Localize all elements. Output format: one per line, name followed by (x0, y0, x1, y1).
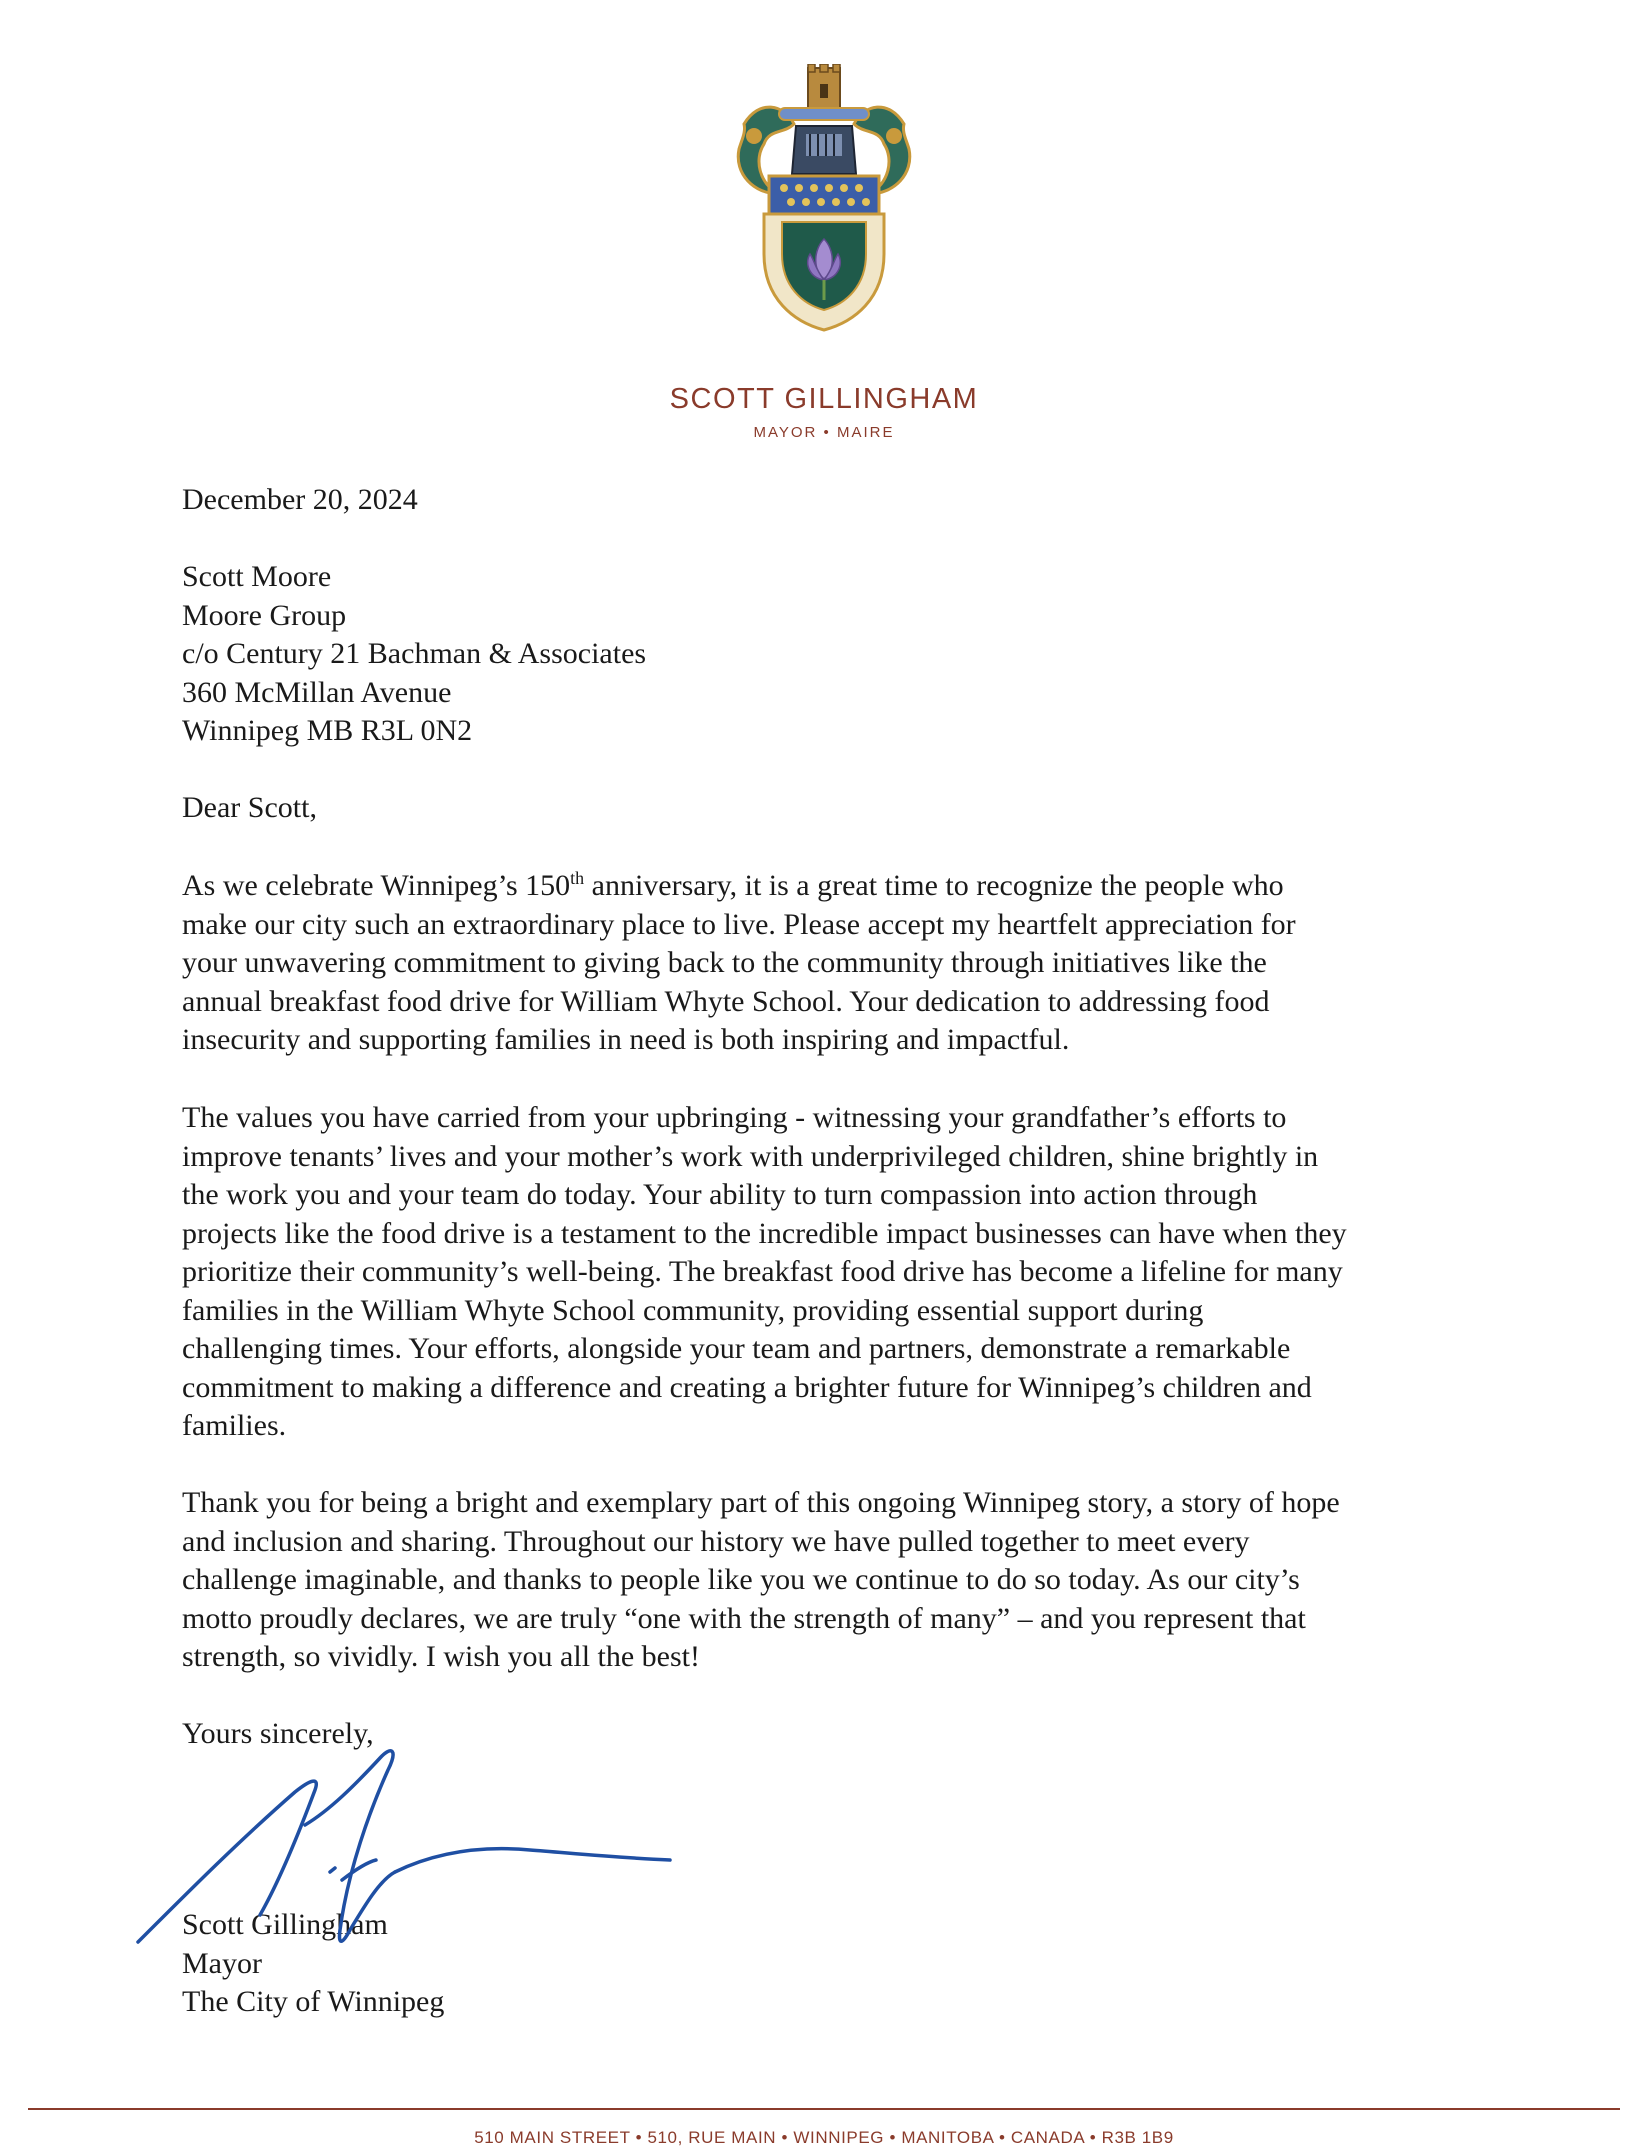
paragraph-2-line: commitment to making a difference and creating a brighter future for Winnipeg’s children and (182, 1370, 1312, 1404)
paragraph-2-line: families. (182, 1409, 287, 1442)
recipient-care-of: c/o Century 21 Bachman & Associates (182, 637, 647, 670)
recipient-name: Scott Moore (182, 560, 332, 593)
paragraph-2-line: the work you and your team do today. Your ability to turn compassion into action through (182, 1178, 1258, 1211)
paragraph-3-line: and inclusion and sharing. Throughout our history we have pulled together to meet every (182, 1524, 1250, 1558)
recipient-company: Moore Group (182, 598, 347, 632)
paragraph-2-line: families in the William Whyte School community, providing essential support during (182, 1293, 1204, 1327)
letterhead-title: MAYOR • MAIRE (753, 424, 895, 441)
signatory-organization: The City of Winnipeg (182, 1985, 445, 2018)
paragraph-2-line: The values you have carried from your upbringing - witnessing your grandfather’s efforts to (182, 1101, 1287, 1134)
paragraph-1 (182, 867, 1296, 1060)
paragraph-1-line: your unwavering commitment to giving back to the community through initiatives like the (182, 946, 1267, 979)
recipient-street: 360 McMillan Avenue (182, 675, 452, 709)
paragraph-1-line: make our city such an extraordinary place to live. Please accept my heartfelt appreciation for (182, 907, 1296, 941)
paragraph-1-line: insecurity and supporting families in need is both inspiring and impactful. (182, 1023, 1070, 1056)
footer-address: 510 MAIN STREET • 510, RUE MAIN • WINNIPEG • MANITOBA • CANADA • R3B 1B9 (474, 2128, 1174, 2147)
handwritten-signature (130, 1730, 690, 1960)
paragraph-2-line: improve tenants’ lives and your mother’s work with underprivileged children, shine brightly in (182, 1139, 1319, 1173)
paragraph-1-line (182, 867, 1296, 906)
paragraph-2-line: challenging times. Your efforts, alongside your team and partners, demonstrate a remarkable (182, 1332, 1291, 1365)
paragraph-3 (182, 1484, 1340, 1677)
paragraph-1-lead: As we celebrate Winnipeg’s 150 (182, 869, 571, 902)
recipient-address (182, 558, 646, 751)
signatory-title: Mayor (182, 1946, 262, 1980)
paragraph-1-rest: anniversary, it is a great time to recognize the people who (584, 869, 1284, 902)
paragraph-1-line: annual breakfast food drive for William Whyte School. Your dedication to addressing food (182, 984, 1270, 1018)
paragraph-3-line: strength, so vividly. I wish you all the best! (182, 1640, 700, 1673)
footer-divider (28, 2108, 1620, 2110)
closing: Yours sincerely, (182, 1717, 374, 1750)
letterhead-name: SCOTT GILLINGHAM (669, 383, 979, 415)
paragraph-2 (182, 1099, 1347, 1446)
signatory-name: Scott Gillingham (182, 1908, 388, 1941)
paragraph-2-line: projects like the food drive is a testament to the incredible impact businesses can have when they (182, 1216, 1347, 1250)
paragraph-3-line: motto proudly declares, we are truly “one with the strength of many” – and you represent that (182, 1601, 1306, 1635)
recipient-city: Winnipeg MB R3L 0N2 (182, 714, 473, 747)
ordinal-suffix: th (570, 868, 585, 888)
paragraph-3-line: Thank you for being a bright and exemplary part of this ongoing Winnipeg story, a story of hope (182, 1486, 1340, 1519)
paragraph-3-line: challenge imaginable, and thanks to people like you we continue to do so today. As our city’s (182, 1563, 1300, 1596)
city-crest-logo (724, 64, 924, 334)
letter-date: December 20, 2024 (182, 483, 418, 516)
salutation: Dear Scott, (182, 791, 317, 824)
paragraph-2-line: prioritize their community’s well-being. The breakfast food drive has become a lifeline for many (182, 1255, 1343, 1288)
